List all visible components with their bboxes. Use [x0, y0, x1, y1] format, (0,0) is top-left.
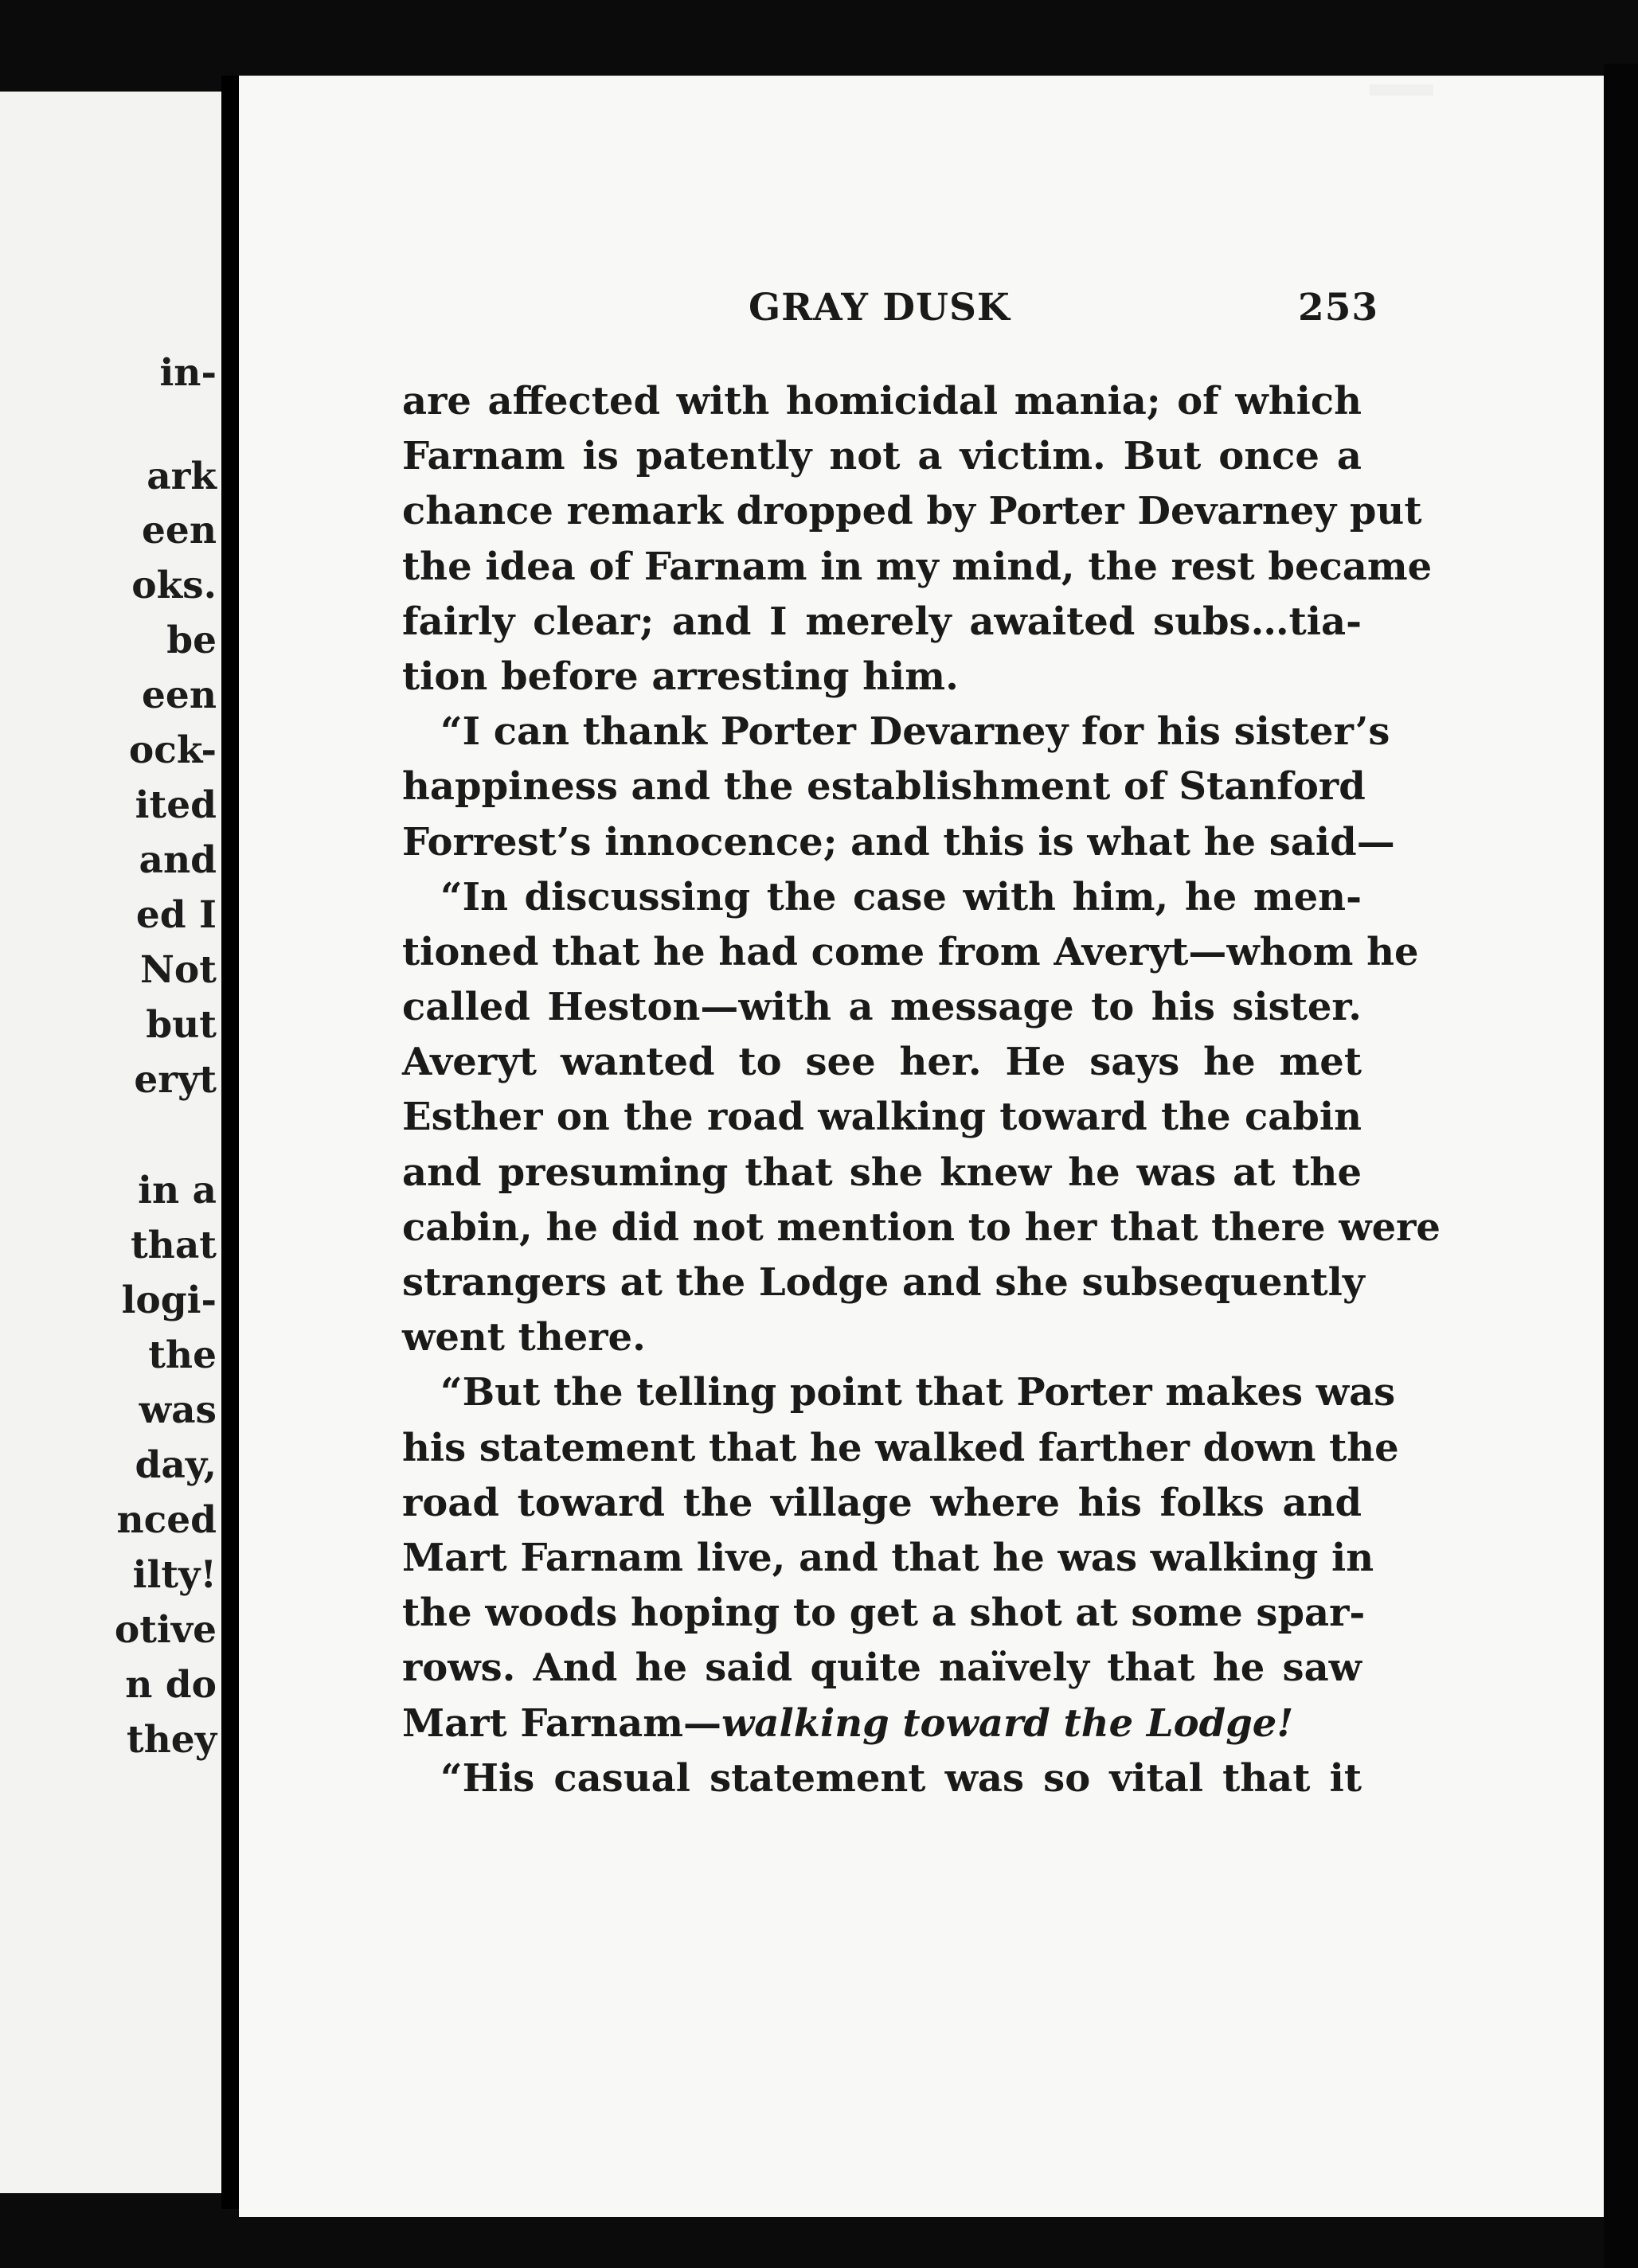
left-fragment: be [166, 619, 217, 662]
text-line: tion before arresting him. [402, 654, 959, 699]
body-text [402, 374, 1441, 1806]
text-line: Farnam is patently not a victim. But once a [402, 434, 1362, 479]
text-line: the woods hoping to get a shot at some spar- [402, 1591, 1366, 1636]
text-line: happiness and the establishment of Stanford [402, 764, 1366, 810]
running-title: GRAY DUSK [749, 286, 1011, 330]
text-line: “In discussing the case with him, he men- [440, 874, 1362, 919]
text-span: Mart Farnam— [402, 1700, 722, 1746]
scan-speck [1370, 84, 1433, 96]
left-fragment: ed I [135, 893, 217, 937]
text-line: Forrest’s innocence; and this is what he said— [402, 819, 1395, 865]
left-fragment: that [130, 1224, 217, 1267]
text-line: road toward the village where his folks and [402, 1480, 1362, 1525]
left-fragment: Not [139, 948, 217, 992]
text-line: “His casual statement was so vital that it [440, 1755, 1362, 1801]
left-fragment: oks. [131, 564, 217, 607]
left-fragment: n do [125, 1663, 217, 1707]
text-line: went there. [402, 1315, 646, 1360]
text-line: his statement that he walked farther down the [402, 1425, 1399, 1470]
left-fragment: in- [159, 351, 217, 395]
text-line: tioned that he had come from Averyt—whom he [402, 929, 1419, 974]
text-line: and presuming that she knew he was at the [402, 1150, 1362, 1195]
text-line-with-italic [402, 1696, 1362, 1751]
left-fragment: but [146, 1003, 217, 1047]
text-line: fairly clear; and I merely awaited subs…tia- [402, 599, 1362, 644]
left-fragment: ark [147, 455, 217, 498]
left-fragment: ock- [128, 728, 217, 772]
left-fragment: een [142, 673, 217, 717]
left-fragment: ited [135, 783, 217, 827]
book-gutter [221, 76, 239, 2209]
text-line: strangers at the Lodge and she subsequently [402, 1260, 1365, 1305]
left-fragment: otive [114, 1608, 217, 1652]
text-line: Esther on the road walking toward the cabin [402, 1095, 1362, 1140]
text-line: “I can thank Porter Devarney for his sister’s [440, 709, 1390, 755]
text-line: rows. And he said quite naïvely that he saw [402, 1645, 1362, 1691]
left-fragment: day, [135, 1443, 217, 1487]
book-page [239, 76, 1604, 2217]
text-line: chance remark dropped by Porter Devarney put [402, 489, 1422, 534]
left-fragment: ilty! [132, 1553, 217, 1597]
text-line: Mart Farnam live, and that he was walking in [402, 1535, 1374, 1580]
scan-border [1604, 64, 1638, 2268]
left-fragment: eryt [134, 1058, 217, 1102]
left-fragment: was [139, 1388, 217, 1432]
text-line: “But the telling point that Porter makes was [440, 1370, 1396, 1415]
left-fragment: een [142, 509, 217, 552]
left-fragment: they [126, 1718, 217, 1762]
left-fragment: nced [116, 1498, 217, 1542]
left-fragment: the [148, 1333, 217, 1377]
previous-page-fragment [0, 92, 221, 2193]
text-line: cabin, he did not mention to her that there were [402, 1204, 1441, 1250]
text-line: the idea of Farnam in my mind, the rest became [402, 544, 1433, 589]
text-line: are affected with homicidal mania; of which [402, 379, 1362, 424]
left-fragment: and [139, 838, 217, 882]
left-fragment: in a [138, 1169, 217, 1212]
text-line: called Heston—with a message to his sister. [402, 985, 1362, 1030]
page-number: 253 [1298, 286, 1379, 330]
text-line: Averyt wanted to see her. He says he met [402, 1040, 1362, 1085]
left-fragment: logi- [121, 1278, 217, 1322]
italic-phrase: walking toward the Lodge! [721, 1700, 1294, 1746]
